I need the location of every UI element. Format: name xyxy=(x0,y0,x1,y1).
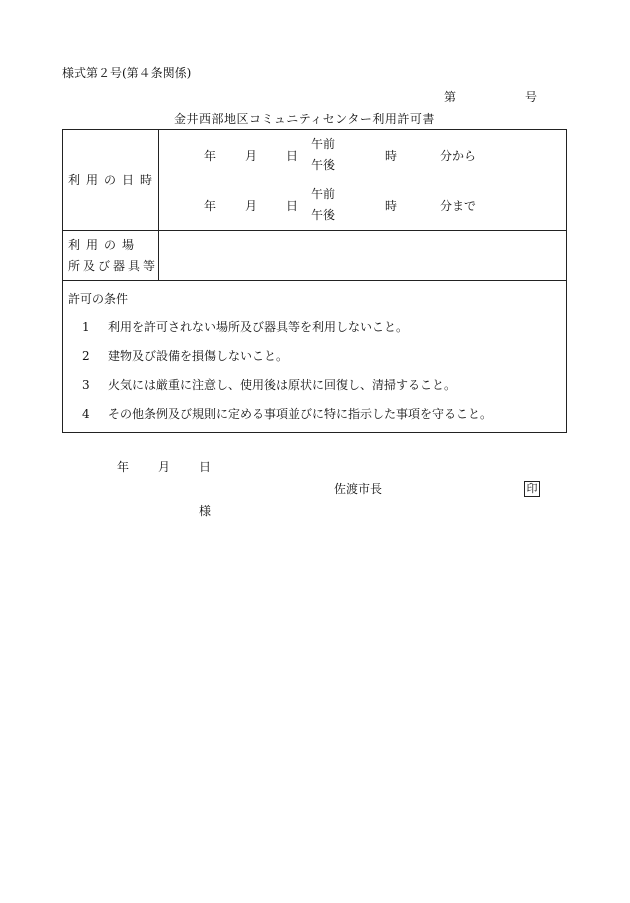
table-border-right xyxy=(566,129,567,433)
table-column-divider xyxy=(158,129,159,281)
end-month: 月 xyxy=(245,199,258,213)
end-minute: 分まで xyxy=(440,199,477,213)
condition-text: 建物及び設備を損傷しないこと。 xyxy=(108,349,289,363)
start-pm: 午後 xyxy=(311,158,336,172)
condition-text: 利用を許可されない場所及び器具等を利用しないこと。 xyxy=(108,320,409,334)
start-minute: 分から xyxy=(440,149,477,163)
condition-text: 火気には厳重に注意し、使用後は原状に回復し、清掃すること。 xyxy=(108,378,457,392)
issue-date-month: 月 xyxy=(158,460,171,474)
condition-text: その他条例及び規則に定める事項並びに特に指示した事項を守ること。 xyxy=(108,407,493,421)
form-number: 様式第２号(第４条関係) xyxy=(62,66,192,80)
addressee-suffix: 様 xyxy=(199,504,212,518)
end-pm: 午後 xyxy=(311,208,336,222)
condition-number: 3 xyxy=(82,378,90,392)
condition-number: 1 xyxy=(82,320,90,334)
conditions-label: 許可の条件 xyxy=(68,292,129,306)
start-day: 日 xyxy=(286,149,299,163)
document-title: 金井西部地区コミュニティセンター利用許可書 xyxy=(174,112,435,126)
seal-mark: 印 xyxy=(524,481,540,497)
table-row-divider-2 xyxy=(62,280,567,281)
start-month: 月 xyxy=(245,149,258,163)
end-am: 午前 xyxy=(311,187,336,201)
start-am: 午前 xyxy=(311,137,336,151)
place-label-line2: 所及び器具等 xyxy=(68,259,159,273)
table-border-left xyxy=(62,129,63,433)
number-prefix: 第 xyxy=(444,90,457,104)
start-year: 年 xyxy=(204,149,217,163)
end-hour: 時 xyxy=(385,199,398,213)
issue-date-day: 日 xyxy=(199,460,212,474)
place-label-line1: 利用の場 xyxy=(68,238,141,252)
condition-number: 2 xyxy=(82,349,90,363)
issue-date-year: 年 xyxy=(117,460,130,474)
condition-number: 4 xyxy=(82,407,90,421)
table-row-divider-1 xyxy=(62,230,567,231)
usage-datetime-label: 利用の日時 xyxy=(68,173,159,187)
table-border-top xyxy=(62,129,567,130)
issuer-title: 佐渡市長 xyxy=(334,482,383,496)
start-hour: 時 xyxy=(385,149,398,163)
number-suffix: 号 xyxy=(525,90,538,104)
end-day: 日 xyxy=(286,199,299,213)
end-year: 年 xyxy=(204,199,217,213)
table-border-bottom xyxy=(62,432,567,433)
